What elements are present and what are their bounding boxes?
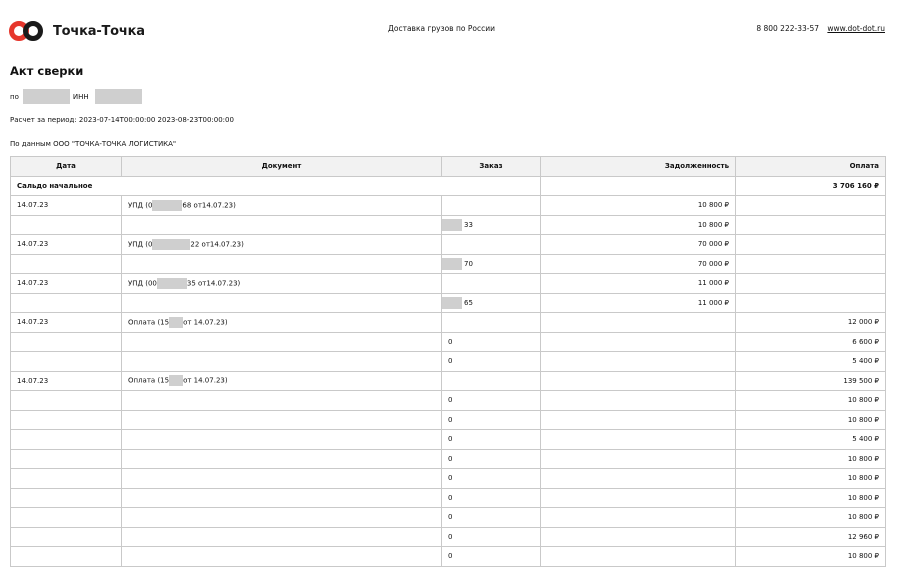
date-cell (11, 352, 122, 372)
document-cell (122, 196, 442, 216)
debt-cell: 10 800 ₽ (541, 196, 736, 216)
date-cell: 14.07.23 (11, 371, 122, 391)
document-number-end: 68 от14.07.23) (182, 201, 236, 210)
payment-cell: 139 500 ₽ (736, 371, 886, 391)
payment-cell: 12 960 ₽ (736, 527, 886, 547)
column-header-payment: Оплата (736, 157, 886, 177)
debt-cell: 11 000 ₽ (541, 274, 736, 294)
order-number: 33 (464, 220, 473, 229)
reconciliation-table (10, 156, 886, 567)
table-row (11, 410, 886, 430)
order-cell: 0 (442, 410, 541, 430)
payment-cell (736, 235, 886, 255)
debt-cell: 70 000 ₽ (541, 235, 736, 255)
column-header-order: Заказ (442, 157, 541, 177)
payment-cell: 10 800 ₽ (736, 547, 886, 567)
document-cell (122, 391, 442, 411)
counterparty-line (10, 89, 142, 104)
table-row (11, 196, 886, 216)
document-cell (122, 547, 442, 567)
date-cell: 14.07.23 (11, 235, 122, 255)
debt-cell (541, 488, 736, 508)
contacts (756, 24, 885, 33)
order-cell (442, 254, 541, 274)
opening-balance-row (11, 176, 886, 196)
table-row (11, 488, 886, 508)
payment-cell (736, 274, 886, 294)
debt-cell: 11 000 ₽ (541, 293, 736, 313)
debt-cell (541, 449, 736, 469)
date-cell (11, 488, 122, 508)
table-row (11, 313, 886, 333)
date-cell: 14.07.23 (11, 274, 122, 294)
debt-cell: 70 000 ₽ (541, 254, 736, 274)
table-row (11, 508, 886, 528)
brand-logo[interactable] (9, 21, 145, 41)
date-cell (11, 449, 122, 469)
payment-cell (736, 196, 886, 216)
column-header-date: Дата (11, 157, 122, 177)
redacted-order-number (442, 219, 462, 231)
redacted-document-number (152, 239, 190, 250)
debt-cell (541, 371, 736, 391)
document-cell (122, 371, 442, 391)
redacted-document-number (152, 200, 182, 211)
order-cell: 0 (442, 527, 541, 547)
redacted-document-number (157, 278, 187, 289)
table-row (11, 254, 886, 274)
document-cell (122, 254, 442, 274)
payment-cell: 10 800 ₽ (736, 469, 886, 489)
order-cell (442, 371, 541, 391)
date-cell: 14.07.23 (11, 313, 122, 333)
payment-cell: 10 800 ₽ (736, 508, 886, 528)
debt-cell: 10 800 ₽ (541, 215, 736, 235)
payment-cell: 10 800 ₽ (736, 391, 886, 411)
order-cell: 0 (442, 430, 541, 450)
document-cell (122, 235, 442, 255)
date-cell (11, 430, 122, 450)
date-cell (11, 547, 122, 567)
debt-cell (541, 410, 736, 430)
payment-cell: 12 000 ₽ (736, 313, 886, 333)
order-cell: 0 (442, 391, 541, 411)
order-cell (442, 313, 541, 333)
order-cell (442, 293, 541, 313)
phone-number: 8 800 222-33-57 (756, 24, 819, 33)
payment-cell (736, 215, 886, 235)
order-cell: 0 (442, 352, 541, 372)
payment-cell: 6 600 ₽ (736, 332, 886, 352)
document-cell (122, 313, 442, 333)
order-cell: 0 (442, 488, 541, 508)
document-cell (122, 430, 442, 450)
payment-cell (736, 254, 886, 274)
redacted-order-number (442, 258, 462, 270)
order-cell (442, 215, 541, 235)
payment-cell: 10 800 ₽ (736, 449, 886, 469)
redacted-document-number (169, 317, 183, 328)
website-link[interactable]: www.dot-dot.ru (827, 24, 885, 33)
document-number-start: УПД (00 (128, 279, 157, 288)
date-cell: 14.07.23 (11, 196, 122, 216)
order-cell: 0 (442, 547, 541, 567)
debt-cell (541, 430, 736, 450)
debt-cell (541, 508, 736, 528)
payment-cell (736, 293, 886, 313)
payment-cell: 5 400 ₽ (736, 352, 886, 372)
document-number-end: 35 от14.07.23) (186, 279, 241, 288)
document-cell (122, 410, 442, 430)
document-cell (122, 293, 442, 313)
document-cell (122, 508, 442, 528)
table-row (11, 352, 886, 372)
order-cell (442, 274, 541, 294)
data-source-line: По данным ООО "ТОЧКА-ТОЧКА ЛОГИСТИКА" (10, 140, 177, 148)
document-cell (122, 215, 442, 235)
document-cell (122, 332, 442, 352)
date-cell (11, 410, 122, 430)
document-number-start: Оплата (15 (128, 376, 170, 385)
date-cell (11, 293, 122, 313)
document-cell (122, 469, 442, 489)
document-cell (122, 527, 442, 547)
document-number-start: УПД (0 (128, 240, 153, 249)
inn-label: ИНН (72, 92, 89, 101)
order-cell (442, 196, 541, 216)
redacted-order-number (442, 297, 462, 309)
column-header-document: Документ (122, 157, 442, 177)
table-row (11, 430, 886, 450)
debt-cell (541, 313, 736, 333)
column-header-debt: Задолженность (541, 157, 736, 177)
order-cell: 0 (442, 332, 541, 352)
opening-balance-value: 3 706 160 ₽ (736, 176, 886, 196)
document-number-end: от 14.07.23) (183, 318, 228, 327)
payment-cell: 10 800 ₽ (736, 488, 886, 508)
date-cell (11, 469, 122, 489)
document-cell (122, 488, 442, 508)
document-cell (122, 352, 442, 372)
document-number-end: от 14.07.23) (183, 376, 228, 385)
debt-cell (541, 352, 736, 372)
table-header-row (11, 157, 886, 177)
date-cell (11, 508, 122, 528)
order-cell: 0 (442, 508, 541, 528)
payment-cell: 5 400 ₽ (736, 430, 886, 450)
page-title: Акт сверки (10, 64, 84, 78)
table-row (11, 235, 886, 255)
table-row (11, 215, 886, 235)
logo-rings-icon (9, 21, 45, 41)
table-row (11, 293, 886, 313)
order-cell: 0 (442, 469, 541, 489)
table-row (11, 527, 886, 547)
payment-cell: 10 800 ₽ (736, 410, 886, 430)
table-row (11, 449, 886, 469)
tagline: Доставка грузов по России (388, 24, 495, 33)
document-number-start: УПД (0 (128, 201, 153, 210)
order-number: 65 (464, 298, 473, 307)
date-cell (11, 332, 122, 352)
period-line: Расчет за период: 2023-07-14T00:00:00 2023-08-23T00:00:00 (10, 116, 234, 124)
debt-cell (541, 547, 736, 567)
counterparty-prefix: по (10, 92, 19, 101)
debt-cell (541, 391, 736, 411)
table-row (11, 547, 886, 567)
table-row (11, 332, 886, 352)
table-row (11, 391, 886, 411)
table-row (11, 371, 886, 391)
date-cell (11, 215, 122, 235)
debt-cell (541, 332, 736, 352)
document-number-start: Оплата (15 (128, 318, 170, 327)
redacted-document-number (169, 375, 183, 386)
date-cell (11, 254, 122, 274)
date-cell (11, 527, 122, 547)
order-cell: 0 (442, 449, 541, 469)
order-cell (442, 235, 541, 255)
debt-cell (541, 469, 736, 489)
table-row (11, 469, 886, 489)
table-row (11, 274, 886, 294)
debt-cell (541, 527, 736, 547)
order-number: 70 (464, 259, 473, 268)
redacted-inn (95, 89, 142, 104)
document-cell (122, 274, 442, 294)
opening-balance-label: Сальдо начальное (11, 176, 541, 196)
document-number-end: 22 от14.07.23) (190, 240, 244, 249)
date-cell (11, 391, 122, 411)
brand-name: Точка-Точка (53, 23, 145, 39)
redacted-company-name (23, 89, 70, 104)
opening-balance-debt (541, 176, 736, 196)
document-cell (122, 449, 442, 469)
